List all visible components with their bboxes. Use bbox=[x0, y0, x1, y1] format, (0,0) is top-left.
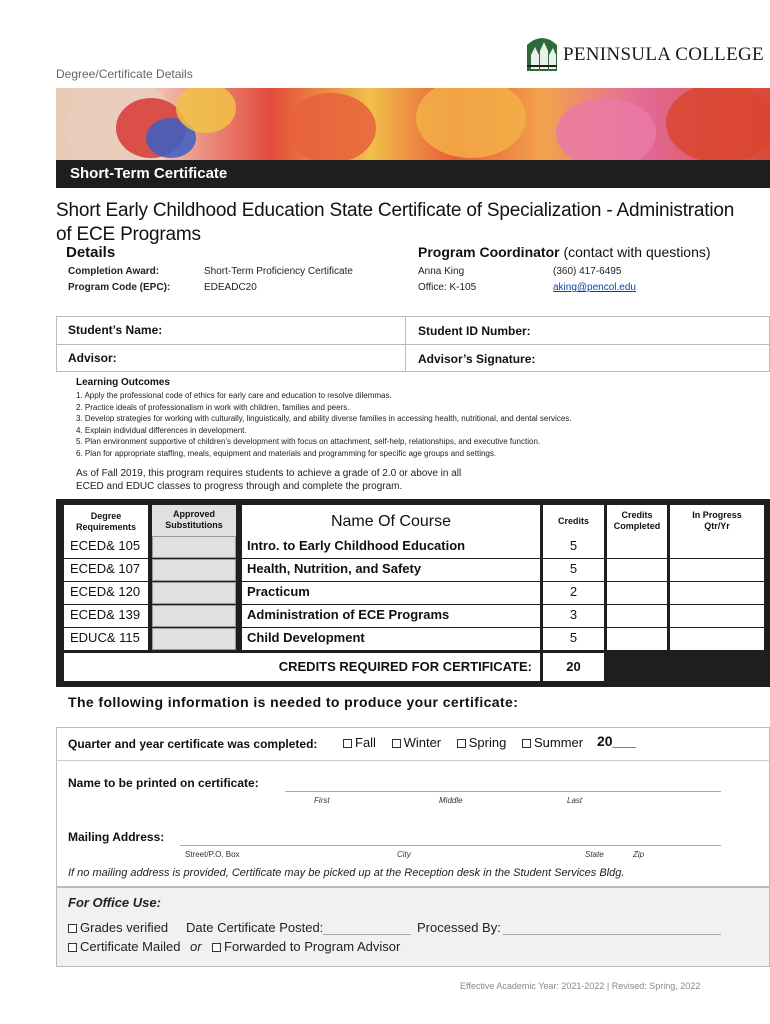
forwarded-label: Forwarded to Program Advisor bbox=[224, 939, 401, 954]
quarter-spring-label: Spring bbox=[468, 735, 507, 750]
course-credits: 3 bbox=[569, 607, 578, 622]
checkbox-fall[interactable] bbox=[343, 739, 352, 748]
quarter-winter-label: Winter bbox=[403, 735, 442, 750]
credits-completed-cell[interactable] bbox=[607, 536, 667, 558]
course-dept: ECED& 105 bbox=[70, 538, 141, 553]
program-code-label: Program Code (EPC): bbox=[68, 282, 171, 293]
quarter-fall-option[interactable] bbox=[343, 735, 376, 750]
details-heading: Details bbox=[66, 244, 116, 261]
forwarded-option[interactable] bbox=[212, 939, 400, 954]
table-row bbox=[64, 536, 148, 558]
course-table bbox=[56, 499, 770, 687]
grade-requirement-line: As of Fall 2019, this program requires students to achieve a grade of 2.0 or above in all bbox=[76, 468, 462, 479]
in-progress-cell[interactable] bbox=[670, 605, 764, 627]
quarter-winter-option[interactable] bbox=[392, 735, 442, 750]
grade-requirement-line: ECED and EDUC classes to progress through and complete the program. bbox=[76, 481, 403, 492]
course-dept: ECED& 107 bbox=[70, 561, 141, 576]
quarter-options bbox=[343, 735, 583, 750]
total-credits-label: CREDITS REQUIRED FOR CERTIFICATE: bbox=[278, 659, 532, 674]
learning-outcome-item: 5. Plan environment supportive of children’s development with focus on attachment, self-help, relationships, and executive function. bbox=[76, 437, 541, 446]
checkbox-grades-verified[interactable] bbox=[68, 924, 77, 933]
coordinator-heading-note: (contact with questions) bbox=[563, 244, 711, 260]
total-credits-cell bbox=[543, 653, 604, 681]
learning-outcome-item: 1. Apply the professional code of ethics for early care and education to resolve dilemmas. bbox=[76, 391, 392, 400]
state-caption: State bbox=[585, 850, 604, 859]
quarter-fall-label: Fall bbox=[355, 735, 376, 750]
course-name: Child Development bbox=[247, 630, 365, 645]
completion-award-label: Completion Award: bbox=[68, 266, 160, 277]
header-text: Credits bbox=[621, 510, 653, 520]
grade-requirement-note bbox=[76, 467, 696, 493]
mailing-address-label: Mailing Address: bbox=[68, 830, 165, 844]
college-logo-icon bbox=[525, 33, 559, 73]
quarter-summer-label: Summer bbox=[533, 735, 584, 750]
program-code-value: EDEADC20 bbox=[204, 282, 257, 293]
page-section-label: Degree/Certificate Details bbox=[56, 67, 193, 81]
student-info-row-divider bbox=[56, 344, 770, 345]
banner-image bbox=[56, 88, 770, 160]
header-text: Credits bbox=[557, 516, 589, 526]
date-posted-label: Date Certificate Posted: bbox=[186, 920, 324, 935]
learning-outcome-item: 4. Explain individual differences in development. bbox=[76, 425, 247, 435]
substitution-cell[interactable] bbox=[152, 582, 236, 604]
checkbox-forwarded[interactable] bbox=[212, 943, 221, 952]
header-text: Degree bbox=[90, 511, 122, 521]
course-credits: 5 bbox=[569, 538, 578, 553]
total-credits-value: 20 bbox=[566, 659, 581, 674]
grades-verified-option[interactable] bbox=[68, 920, 168, 935]
certificate-mailed-label: Certificate Mailed bbox=[80, 939, 181, 954]
coordinator-office: Office: K-105 bbox=[418, 282, 477, 293]
program-title: Short Early Childhood Education State Certificate of Specialization - Administration of ECE Programs bbox=[56, 200, 735, 245]
checkbox-spring[interactable] bbox=[457, 739, 466, 748]
course-credits: 2 bbox=[569, 584, 578, 599]
certificate-info-heading: The following information is needed to produce your certificate: bbox=[68, 694, 519, 710]
table-row bbox=[64, 605, 148, 627]
footer-text: Effective Academic Year: 2021-2022 | Revised: Spring, 2022 bbox=[460, 981, 701, 991]
advisor-signature-field[interactable]: Advisor’s Signature: bbox=[418, 352, 536, 366]
learning-outcome-item: 3. Develop strategies for working with culturally, linguistically, and ability diverse families in accessing health, nutritional, and dental services. bbox=[76, 414, 572, 423]
or-text: or bbox=[190, 939, 202, 954]
quarter-summer-option[interactable] bbox=[522, 735, 583, 750]
learning-outcome-item: 2. Practice ideals of professionalism in work with children, families and peers. bbox=[76, 402, 350, 412]
checkbox-summer[interactable] bbox=[522, 739, 531, 748]
degree-requirements-header bbox=[64, 505, 148, 539]
year-field[interactable]: 20___ bbox=[597, 733, 636, 749]
first-name-caption: First bbox=[314, 796, 330, 805]
learning-outcomes-title: Learning Outcomes bbox=[76, 377, 170, 388]
credits-header bbox=[543, 505, 604, 539]
name-on-certificate-label: Name to be printed on certificate: bbox=[68, 776, 259, 790]
course-name: Health, Nutrition, and Safety bbox=[247, 561, 422, 576]
in-progress-cell[interactable] bbox=[670, 536, 764, 558]
course-name: Intro. to Early Childhood Education bbox=[247, 538, 466, 553]
student-id-field[interactable]: Student ID Number: bbox=[418, 324, 531, 338]
credits-completed-cell[interactable] bbox=[607, 628, 667, 650]
credits-completed-cell[interactable] bbox=[607, 582, 667, 604]
certificate-mailed-option[interactable] bbox=[68, 939, 180, 954]
students-name-field[interactable]: Student’s Name: bbox=[68, 323, 163, 337]
substitution-cell[interactable] bbox=[152, 605, 236, 627]
header-text: Completed bbox=[613, 521, 661, 531]
approved-substitutions-header bbox=[152, 505, 236, 539]
checkbox-winter[interactable] bbox=[392, 739, 401, 748]
course-dept: ECED& 139 bbox=[70, 607, 141, 622]
substitution-cell[interactable] bbox=[152, 536, 236, 558]
course-credits: 5 bbox=[569, 630, 578, 645]
header-text: Substitutions bbox=[165, 520, 223, 530]
in-progress-cell[interactable] bbox=[670, 582, 764, 604]
header-text: Requirements bbox=[75, 522, 137, 532]
course-dept: ECED& 120 bbox=[70, 584, 141, 599]
credits-completed-cell[interactable] bbox=[607, 605, 667, 627]
mailing-address-input-line[interactable] bbox=[180, 845, 721, 846]
zip-caption: Zip bbox=[633, 850, 645, 859]
coordinator-name: Anna King bbox=[418, 266, 465, 277]
header-text: In Progress bbox=[692, 510, 742, 520]
name-input-line[interactable] bbox=[285, 791, 721, 792]
learning-outcomes bbox=[76, 377, 696, 493]
advisor-field[interactable]: Advisor: bbox=[68, 351, 117, 365]
completion-award-value: Short-Term Proficiency Certificate bbox=[204, 266, 353, 277]
total-row-label-cell bbox=[64, 653, 540, 681]
quarter-spring-option[interactable] bbox=[457, 735, 507, 750]
coordinator-heading-label: Program Coordinator bbox=[418, 244, 560, 260]
processed-by-input-line[interactable] bbox=[503, 934, 721, 935]
credits-completed-header bbox=[607, 505, 667, 539]
office-use-heading: For Office Use: bbox=[68, 895, 161, 910]
header-text: Name Of Course bbox=[330, 513, 452, 530]
processed-by-label: Processed By: bbox=[417, 920, 501, 935]
course-name: Practicum bbox=[247, 584, 310, 599]
form-divider bbox=[56, 760, 770, 761]
coordinator-phone: (360) 417-6495 bbox=[553, 266, 622, 277]
city-caption: City bbox=[397, 850, 411, 859]
checkbox-certificate-mailed[interactable] bbox=[68, 943, 77, 952]
course-dept: EDUC& 115 bbox=[70, 630, 140, 645]
table-row bbox=[64, 582, 148, 604]
table-row bbox=[64, 628, 148, 650]
in-progress-cell[interactable] bbox=[670, 628, 764, 650]
course-credits: 5 bbox=[569, 561, 578, 576]
course-name: Administration of ECE Programs bbox=[247, 607, 450, 622]
course-name-header bbox=[242, 505, 540, 539]
date-posted-input-line[interactable] bbox=[323, 934, 411, 935]
street-caption: Street/P.O. Box bbox=[185, 850, 240, 859]
college-name: PENINSULA COLLEGE bbox=[563, 44, 764, 65]
credits-completed-cell[interactable] bbox=[607, 559, 667, 581]
quarter-label: Quarter and year certificate was completed: bbox=[68, 737, 318, 751]
coordinator-heading bbox=[418, 244, 711, 260]
middle-name-caption: Middle bbox=[439, 796, 463, 805]
substitution-cell[interactable] bbox=[152, 628, 236, 650]
in-progress-header bbox=[670, 505, 764, 539]
certificate-info-form bbox=[56, 727, 770, 887]
header-text: Approved bbox=[172, 509, 215, 519]
certificate-type-title: Short-Term Certificate bbox=[70, 165, 228, 182]
header-text: Qtr/Yr bbox=[704, 521, 730, 531]
coordinator-email-link[interactable]: aking@pencol.edu bbox=[553, 282, 636, 293]
last-name-caption: Last bbox=[567, 796, 583, 805]
table-row bbox=[64, 559, 148, 581]
mailing-note: If no mailing address is provided, Certificate may be picked up at the Reception desk in the Student Services Bldg. bbox=[68, 867, 625, 879]
learning-outcome-item: 6. Plan for appropriate staffing, meals, equipment and materials and programming for specific age groups and settings. bbox=[76, 448, 497, 458]
in-progress-cell[interactable] bbox=[670, 559, 764, 581]
college-logo bbox=[525, 33, 764, 75]
grades-verified-label: Grades verified bbox=[80, 920, 169, 935]
substitution-cell[interactable] bbox=[152, 559, 236, 581]
